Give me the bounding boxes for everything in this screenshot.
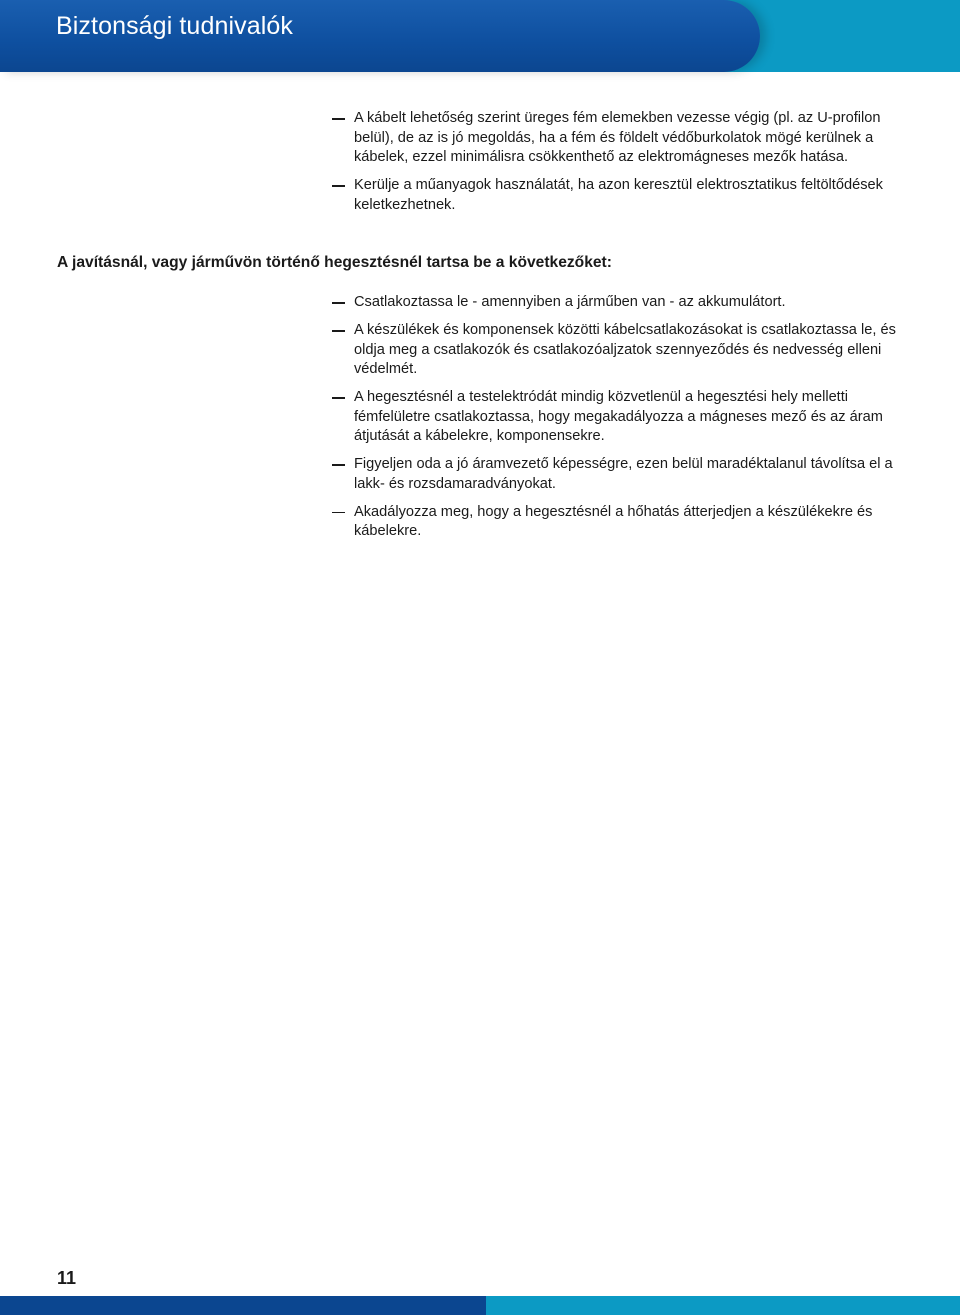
- dash-bullet-icon: [332, 512, 345, 514]
- list-item: [332, 503, 912, 542]
- list-item-text: Figyeljen oda a jó áramvezető képességre, ezen belül maradéktalanul távolítsa el a lakk- és rozsdamaradványokat.: [354, 456, 893, 492]
- footer-band-dark: [0, 1296, 486, 1315]
- list-item-text: A hegesztésnél a testelektródát mindig közvetlenül a hegesztési hely melletti fémfelületre csatlakoztassa, hogy megakadályozza a mágneses mező és az áram átjutását a kábelekre, komponensekre.: [354, 389, 883, 444]
- list-item-text: A kábelt lehetőség szerint üreges fém elemekben vezesse végig (pl. az U-profilon belül), de az is jó megoldás, ha a fém és földelt védőburkolatok mögé kerülnek a kábelek, ezzel minimálisra csökkenthető az elektromágneses mezők hatása.: [354, 110, 881, 165]
- list-item: [332, 455, 912, 494]
- page-title: Biztonsági tudnivalók: [56, 12, 293, 40]
- bullet-list-welding: [332, 293, 912, 550]
- dash-bullet-icon: [332, 330, 345, 332]
- list-item: [332, 293, 912, 313]
- section-heading-welding: A javításnál, vagy járművön történő hegesztésnél tartsa be a következőket:: [57, 254, 612, 271]
- list-item: [332, 321, 912, 380]
- list-item-text: Csatlakoztassa le - amennyiben a járműben van - az akkumulátort.: [354, 294, 786, 310]
- dash-bullet-icon: [332, 302, 345, 304]
- page-number: 11: [57, 1268, 77, 1288]
- dash-bullet-icon: [332, 397, 345, 399]
- dash-bullet-icon: [332, 185, 345, 187]
- dash-bullet-icon: [332, 118, 345, 120]
- list-item: [332, 176, 912, 215]
- list-item-text: Kerülje a műanyagok használatát, ha azon keresztül elektrosztatikus feltöltődések keletkezhetnek.: [354, 177, 883, 213]
- dash-bullet-icon: [332, 464, 345, 466]
- list-item-text: Akadályozza meg, hogy a hegesztésnél a hőhatás átterjedjen a készülékekre és kábelekre.: [354, 503, 873, 539]
- list-item-text: A készülékek és komponensek közötti kábelcsatlakozásokat is csatlakoztassa le, és oldja meg a csatlakozók és csatlakozóaljzatok szennyeződés és nedvesség elleni védelmét.: [354, 322, 896, 377]
- list-item: [332, 388, 912, 447]
- list-item: [332, 109, 912, 168]
- bullet-list-cable-routing: [332, 109, 912, 224]
